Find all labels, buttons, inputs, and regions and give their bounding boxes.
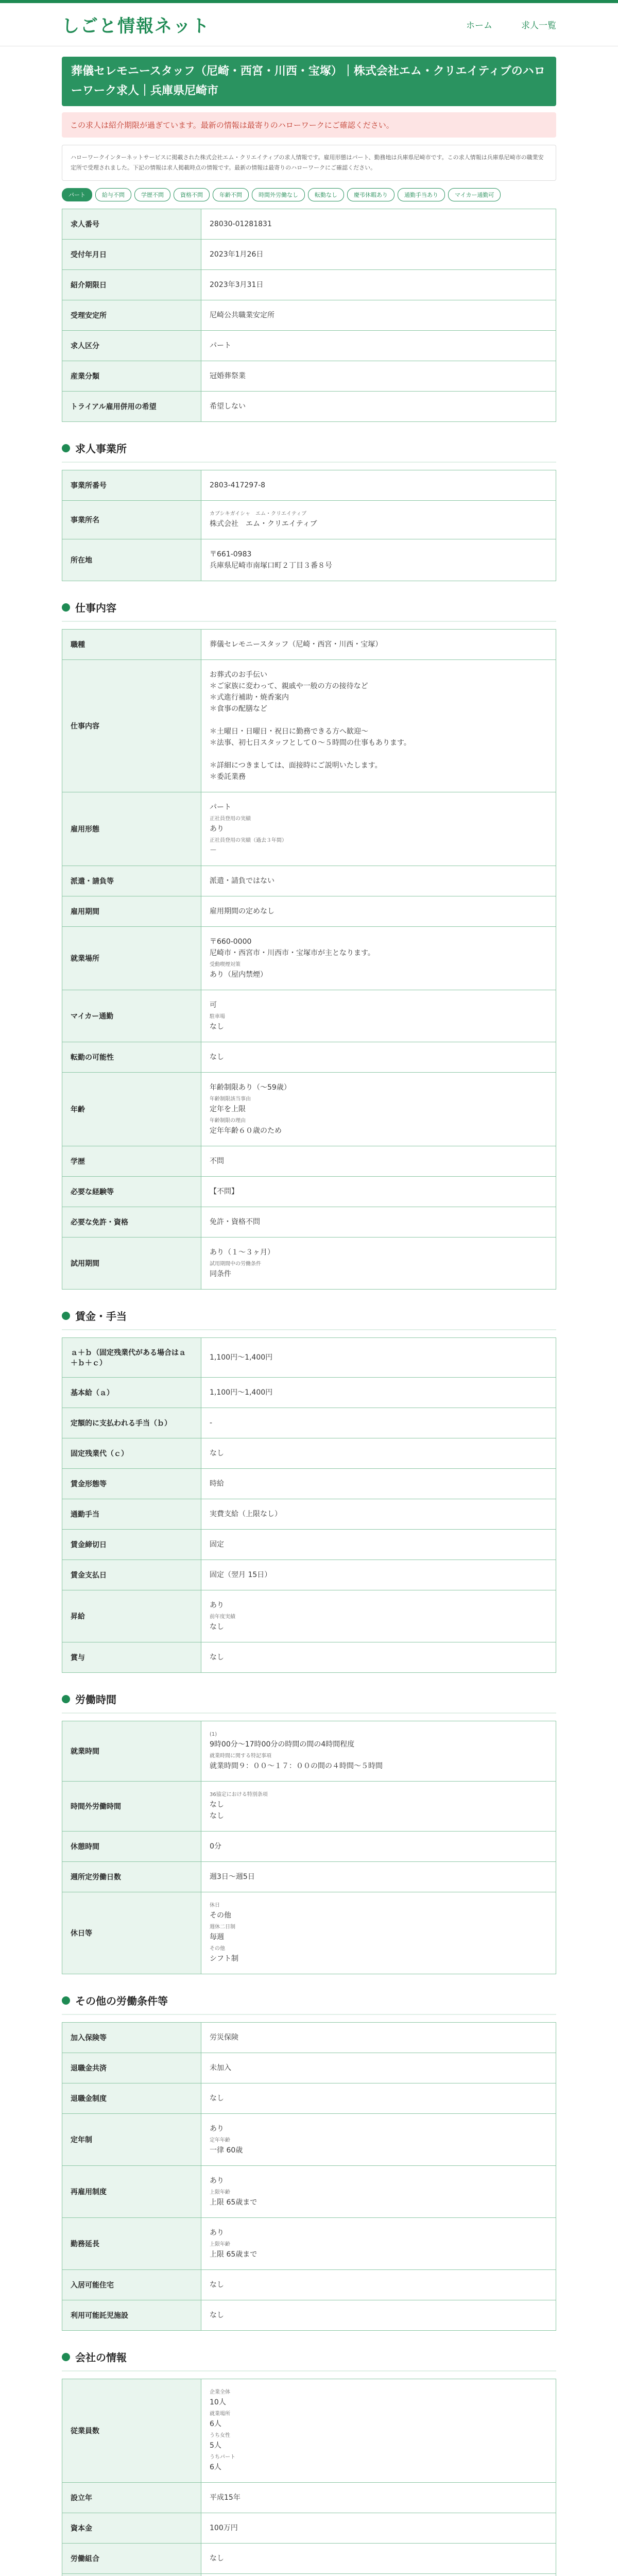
- expired-notice: この求人は紹介期限が過ぎています。最新の情報は最寄りのハローワークにご確認ください。: [62, 112, 556, 138]
- row-label: マイカー通勤: [62, 990, 201, 1042]
- row-label: 転勤の可能性: [62, 1042, 201, 1073]
- value-text: 同条件: [210, 1270, 231, 1278]
- job-title: 葬儀セレモニースタッフ（尼崎・西宮・川西・宝塚）｜株式会社エム・クリエイティブのハローワーク求人｜兵庫県尼崎市: [62, 57, 556, 106]
- section-title: 賃金・手当: [75, 1310, 127, 1323]
- row-label: 賃金締切日: [62, 1530, 201, 1560]
- row-value-cell: [201, 2053, 556, 2083]
- value-text: 就業時間９：００～１７：００の間の４時間～５時間: [210, 1762, 383, 1770]
- section-title: その他の労働条件等: [75, 1995, 168, 2007]
- table-row: [62, 1438, 556, 1469]
- row-label: 受付年月日: [62, 240, 201, 270]
- table-row: [62, 1499, 556, 1530]
- row-label: 利用可能託児施設: [62, 2300, 201, 2331]
- value-text: 1,100円〜1,400円: [210, 1388, 273, 1397]
- site-logo[interactable]: しごと情報ネット: [62, 16, 210, 37]
- bullet-icon: [62, 2353, 70, 2361]
- value-sublabel: 年齢制限の理由: [210, 1118, 246, 1124]
- value-text: 株式会社 エム・クリエイティブ: [210, 520, 317, 528]
- section-header: [62, 1986, 556, 2015]
- feature-tag[interactable]: 時間外労働なし: [252, 188, 305, 201]
- row-label: 雇用形態: [62, 792, 201, 866]
- row-value-cell: [201, 361, 556, 392]
- value-sublabel: カブシキガイシャ エム・クリエイティブ: [210, 511, 307, 517]
- table-row: [62, 1469, 556, 1499]
- value-text: 葬儀セレモニースタッフ（尼崎・西宮・川西・宝塚）: [210, 640, 383, 649]
- value-text: パート: [210, 342, 231, 350]
- value-sublabel: 企業全体: [210, 2389, 230, 2395]
- employer-section: [62, 433, 556, 581]
- nav-home-link[interactable]: ホーム: [466, 21, 492, 31]
- row-label: 休憩時間: [62, 1832, 201, 1862]
- row-value-cell: [201, 866, 556, 896]
- row-value-cell: [201, 392, 556, 422]
- row-label: 就業時間: [62, 1721, 201, 1782]
- row-value-cell: [201, 1207, 556, 1238]
- value-text: あり: [210, 2177, 224, 2185]
- bullet-icon: [62, 444, 70, 452]
- value-sublabel: 正社員登用の実績: [210, 816, 251, 822]
- row-label: 時間外労働時間: [62, 1782, 201, 1832]
- value-text: 未加入: [210, 2064, 231, 2072]
- table-row: [62, 2218, 556, 2270]
- row-label: 労働組合: [62, 2544, 201, 2574]
- table-row: [62, 2300, 556, 2331]
- table-row: [62, 1177, 556, 1207]
- table-row: [62, 1642, 556, 1673]
- main-content: [62, 46, 556, 2576]
- row-value-cell: [201, 2513, 556, 2544]
- feature-tag[interactable]: 慶弔休暇あり: [347, 188, 394, 201]
- row-label: 定年制: [62, 2114, 201, 2166]
- section-header: [62, 1684, 556, 1714]
- bullet-icon: [62, 603, 70, 612]
- value-text: 固定: [210, 1540, 224, 1549]
- value-text: 可: [210, 1001, 217, 1009]
- section-title: 労働時間: [75, 1693, 116, 1706]
- row-label: 週所定労働日数: [62, 1862, 201, 1892]
- value-text: 【不問】: [210, 1188, 238, 1196]
- row-label: 試用期間: [62, 1238, 201, 1290]
- row-value-cell: [201, 1469, 556, 1499]
- row-label: 定額的に支払われる手当（ｂ）: [62, 1408, 201, 1438]
- value-text: 実費支給（上限なし）: [210, 1510, 282, 1518]
- row-label: 休日等: [62, 1892, 201, 1974]
- table-row: [62, 1832, 556, 1862]
- wage-table: [62, 1337, 556, 1673]
- row-value-cell: [201, 660, 556, 792]
- value-text: なし: [210, 2094, 224, 2103]
- row-label: 所在地: [62, 539, 201, 581]
- row-value-cell: [201, 1892, 556, 1974]
- value-text: 1,100円〜1,400円: [210, 1353, 273, 1362]
- row-value-cell: [201, 1177, 556, 1207]
- table-row: [62, 1042, 556, 1073]
- table-row: [62, 1590, 556, 1642]
- value-text: なし: [210, 1623, 224, 1631]
- feature-tag[interactable]: 通勤手当あり: [398, 188, 445, 201]
- row-value-cell: [201, 2544, 556, 2574]
- row-value-cell: [201, 1499, 556, 1530]
- table-row: [62, 270, 556, 300]
- feature-tags: [62, 188, 556, 201]
- bullet-icon: [62, 1695, 70, 1703]
- value-text: 固定（翌月 15日）: [210, 1571, 272, 1579]
- value-sublabel: 駐車場: [210, 1014, 225, 1020]
- row-value-cell: [201, 1408, 556, 1438]
- table-row: [62, 1378, 556, 1408]
- value-sublabel: 試用期間中の労働条件: [210, 1261, 261, 1267]
- table-row: [62, 1146, 556, 1177]
- value-text: なし: [210, 2554, 224, 2563]
- row-value-cell: [201, 2574, 556, 2576]
- nav-job-list-link[interactable]: 求人一覧: [521, 21, 556, 31]
- value-sublabel: 就業時間に関する特記事項: [210, 1753, 271, 1759]
- value-text: なし: [210, 1053, 224, 1061]
- row-value-cell: [201, 792, 556, 866]
- table-row: [62, 240, 556, 270]
- row-value-cell: [201, 1073, 556, 1146]
- value-sublabel: うち女性: [210, 2433, 230, 2438]
- row-value-cell: [201, 2379, 556, 2483]
- section-title: 求人事業所: [75, 443, 127, 455]
- value-sublabel: 36協定における特別条項: [210, 1792, 268, 1798]
- table-row: [62, 1238, 556, 1290]
- value-text: その他: [210, 1911, 231, 1920]
- row-label: 資本金: [62, 2513, 201, 2544]
- row-value-cell: [201, 927, 556, 990]
- row-value-cell: [201, 2114, 556, 2166]
- row-value-cell: [201, 1530, 556, 1560]
- table-row: [62, 2483, 556, 2513]
- value-text: 派遣・請負ではない: [210, 877, 274, 885]
- row-value-cell: [201, 270, 556, 300]
- table-row: [62, 300, 556, 331]
- row-value-cell: [201, 2300, 556, 2331]
- table-row: [62, 2083, 556, 2114]
- row-value-cell: [201, 1862, 556, 1892]
- value-text: 免許・資格不問: [210, 1218, 260, 1226]
- value-sublabel: 上限年齢: [210, 2190, 230, 2195]
- value-text: あり（屋内禁煙）: [210, 971, 267, 979]
- wage-section: [62, 1301, 556, 1673]
- value-text: 2023年3月31日: [210, 281, 264, 289]
- table-row: [62, 1892, 556, 1974]
- row-label: 退職金共済: [62, 2053, 201, 2083]
- value-text: -: [210, 1419, 213, 1427]
- other-conditions-table: [62, 2022, 556, 2331]
- row-value-cell: [201, 1721, 556, 1782]
- value-text: 一律 60歳: [210, 2146, 243, 2155]
- row-label: 産業分類: [62, 361, 201, 392]
- value-text: 100万円: [210, 2524, 238, 2532]
- value-text: あり（１～３ヶ月）: [210, 1248, 274, 1257]
- value-text: 0分: [210, 1842, 221, 1851]
- row-value-cell: [201, 1238, 556, 1290]
- value-text: 10人: [210, 2398, 226, 2406]
- value-text: 定年年齢６０歳のため: [210, 1127, 282, 1135]
- section-header: [62, 433, 556, 463]
- table-row: [62, 2379, 556, 2483]
- work-section: [62, 592, 556, 1290]
- feature-tag[interactable]: パート: [62, 188, 92, 201]
- row-label: 従業員数: [62, 2379, 201, 2483]
- employer-table: [62, 470, 556, 581]
- row-value-cell: [201, 1560, 556, 1590]
- table-row: [62, 470, 556, 501]
- row-label: 雇用期間: [62, 896, 201, 927]
- table-row: [62, 927, 556, 990]
- row-label: 紹介期限日: [62, 270, 201, 300]
- row-value-cell: [201, 1642, 556, 1673]
- hours-section: [62, 1684, 556, 1974]
- value-text: なし: [210, 1449, 224, 1458]
- value-sublabel: 週休二日制: [210, 1924, 235, 1930]
- site-header: [0, 3, 618, 46]
- table-row: [62, 630, 556, 660]
- value-text: 5人: [210, 2442, 221, 2450]
- row-value-cell: [201, 1338, 556, 1378]
- feature-tag[interactable]: 転勤なし: [308, 188, 344, 201]
- row-label: 賃金支払日: [62, 1560, 201, 1590]
- row-label: 派遣・請負等: [62, 866, 201, 896]
- row-label: 受理安定所: [62, 300, 201, 331]
- table-row: [62, 866, 556, 896]
- row-label: 賃金形態等: [62, 1469, 201, 1499]
- bullet-icon: [62, 1312, 70, 1320]
- section-header: [62, 592, 556, 622]
- table-row: [62, 1530, 556, 1560]
- value-text: 28030-01281831: [210, 220, 272, 228]
- feature-tag[interactable]: 資格不問: [174, 188, 210, 201]
- table-row: [62, 990, 556, 1042]
- value-text: なし: [210, 1023, 224, 1031]
- value-sublabel: 受動喫煙対策: [210, 962, 241, 968]
- table-row: [62, 1207, 556, 1238]
- row-label: 設立年: [62, 2483, 201, 2513]
- value-text: 上限 65歳まで: [210, 2250, 258, 2259]
- value-text: －: [210, 846, 217, 855]
- row-value-cell: [201, 501, 556, 539]
- value-sublabel: 年齢制限該当事由: [210, 1096, 251, 1102]
- row-label: 仕事内容: [62, 660, 201, 792]
- row-value-cell: [201, 630, 556, 660]
- row-value-cell: [201, 1146, 556, 1177]
- work-table: [62, 629, 556, 1290]
- hours-table: [62, 1721, 556, 1974]
- table-row: [62, 539, 556, 581]
- row-label: 基本給（ａ）: [62, 1378, 201, 1408]
- row-value-cell: [201, 1590, 556, 1642]
- row-label: トライアル雇用併用の希望: [62, 392, 201, 422]
- table-row: [62, 361, 556, 392]
- company-table: [62, 2379, 556, 2576]
- row-value-cell: [201, 209, 556, 240]
- table-row: [62, 2574, 556, 2576]
- row-value-cell: [201, 1782, 556, 1832]
- table-row: [62, 2166, 556, 2218]
- feature-tag[interactable]: 年齢不問: [213, 188, 249, 201]
- row-value-cell: [201, 2483, 556, 2513]
- row-label: 就業場所: [62, 927, 201, 990]
- value-sublabel: 上限年齢: [210, 2242, 230, 2247]
- value-text: 尼崎公共職業安定所: [210, 311, 274, 319]
- table-row: [62, 392, 556, 422]
- table-row: [62, 501, 556, 539]
- value-text: なし: [210, 1653, 224, 1662]
- row-value-cell: [201, 2218, 556, 2270]
- table-row: [62, 1338, 556, 1378]
- row-value-cell: [201, 1832, 556, 1862]
- row-value-cell: [201, 2023, 556, 2053]
- table-row: [62, 660, 556, 792]
- value-text: 週3日〜週5日: [210, 1873, 255, 1881]
- value-sublabel: 休日: [210, 1903, 220, 1908]
- value-text: 9時00分〜17時00分の時間の間の4時間程度: [210, 1740, 355, 1749]
- table-row: [62, 1560, 556, 1590]
- value-text: お葬式のお手伝い ＊ご家族に変わって、親戚や一般の方の接待など ＊式進行補助・焼香案内 ＊食事の配膳など ＊土曜日・日曜日・祝日に勤務できる方へ歓迎～ ＊法事、初七日スタッフとして０～５時間の仕事もあります。 ＊詳細につきましては、面接時にご説明いたします。 ＊委託業務: [210, 671, 411, 781]
- row-value-cell: [201, 1378, 556, 1408]
- value-sublabel: うちパート: [210, 2454, 235, 2460]
- value-sublabel: 定年年齢: [210, 2138, 230, 2143]
- table-row: [62, 1862, 556, 1892]
- row-value-cell: [201, 331, 556, 361]
- value-text: あり: [210, 825, 224, 833]
- table-row: [62, 1408, 556, 1438]
- value-text: 上限 65歳まで: [210, 2198, 258, 2207]
- table-row: [62, 792, 556, 866]
- value-text: 〒661-0983 兵庫県尼崎市南塚口町２丁目３番８号: [210, 550, 332, 570]
- section-header: [62, 2342, 556, 2371]
- row-value-cell: [201, 1042, 556, 1073]
- row-label: 固定残業代（ｃ）: [62, 1438, 201, 1469]
- value-text: 労災保険: [210, 2033, 238, 2042]
- table-row: [62, 209, 556, 240]
- row-label: 通勤手当: [62, 1499, 201, 1530]
- section-header: [62, 1301, 556, 1330]
- table-row: [62, 2023, 556, 2053]
- table-row: [62, 896, 556, 927]
- table-row: [62, 2544, 556, 2574]
- table-row: [62, 2053, 556, 2083]
- row-value-cell: [201, 2270, 556, 2300]
- row-label: 事業所番号: [62, 470, 201, 501]
- row-label: 年齢: [62, 1073, 201, 1146]
- table-row: [62, 331, 556, 361]
- value-sublabel: その他: [210, 1946, 225, 1952]
- value-text: あり: [210, 2125, 224, 2133]
- row-value-cell: [201, 990, 556, 1042]
- value-text: 毎週: [210, 1933, 224, 1941]
- row-label: 事業所名: [62, 501, 201, 539]
- job-description: ハローワークインターネットサービスに掲載された株式会社エム・クリエイティブの求人情報です。雇用形態はパート、勤務地は兵庫県尼崎市です。この求人情報は兵庫県尼崎市の職業安定所で受理されました。下記の情報は求人掲載時点の情報です。最新の情報は最寄りのハローワークにご確認ください。: [62, 145, 556, 181]
- section-title: 仕事内容: [75, 602, 116, 614]
- value-sublabel: (1): [210, 1732, 217, 1737]
- row-label: 求人番号: [62, 209, 201, 240]
- row-value-cell: [201, 2083, 556, 2114]
- table-row: [62, 2114, 556, 2166]
- value-text: 希望しない: [210, 402, 246, 411]
- feature-tag[interactable]: 給与不問: [95, 188, 131, 201]
- main-nav: [466, 18, 556, 31]
- value-text: なし: [210, 2281, 224, 2289]
- value-text: 6人: [210, 2420, 221, 2428]
- row-value-cell: [201, 470, 556, 501]
- feature-tag[interactable]: マイカー通勤可: [448, 188, 501, 201]
- row-label: ａ＋ｂ（固定残業代がある場合はａ＋ｂ＋ｃ）: [62, 1338, 201, 1378]
- value-text: あり: [210, 2229, 224, 2237]
- table-row: [62, 1782, 556, 1832]
- row-value-cell: [201, 1438, 556, 1469]
- row-label: 勤務延長: [62, 2218, 201, 2270]
- row-label: 学歴: [62, 1146, 201, 1177]
- basic-info-table: [62, 209, 556, 422]
- company-section: [62, 2342, 556, 2576]
- row-label: 加入保険等: [62, 2023, 201, 2053]
- bullet-icon: [62, 1996, 70, 2005]
- row-label: 必要な免許・資格: [62, 1207, 201, 1238]
- row-label: 賞与: [62, 1642, 201, 1673]
- row-value-cell: [201, 896, 556, 927]
- row-value-cell: [201, 539, 556, 581]
- row-value-cell: [201, 240, 556, 270]
- row-label: 昇給: [62, 1590, 201, 1642]
- value-text: 時給: [210, 1480, 224, 1488]
- value-sublabel: 正社員登用の実績（過去３年間）: [210, 838, 287, 843]
- value-text: 〒660-0000 尼崎市・西宮市・川西市・宝塚市が主となります。: [210, 938, 375, 957]
- table-row: [62, 1721, 556, 1782]
- value-text: 冠婚葬祭業: [210, 372, 246, 380]
- value-text: なし: [210, 2311, 224, 2319]
- value-text: 不問: [210, 1157, 224, 1165]
- value-text: 年齢制限あり（～59歳）: [210, 1083, 291, 1092]
- value-text: パート: [210, 803, 231, 811]
- feature-tag[interactable]: 学歴不問: [134, 188, 170, 201]
- other-conditions-section: [62, 1986, 556, 2331]
- value-text: あり: [210, 1601, 224, 1609]
- row-label: [62, 2574, 201, 2576]
- value-text: 6人: [210, 2463, 221, 2471]
- table-row: [62, 2270, 556, 2300]
- table-row: [62, 1073, 556, 1146]
- value-text: なし: [210, 1812, 224, 1820]
- row-value-cell: [201, 2166, 556, 2218]
- row-value-cell: [201, 300, 556, 331]
- value-text: 定年を上限: [210, 1105, 246, 1113]
- row-label: 再雇用制度: [62, 2166, 201, 2218]
- value-text: 2803-417297-8: [210, 481, 266, 489]
- value-text: 2023年1月26日: [210, 250, 264, 259]
- value-sublabel: 前年度実績: [210, 1614, 235, 1620]
- row-label: 求人区分: [62, 331, 201, 361]
- value-sublabel: 就業場所: [210, 2411, 230, 2417]
- value-text: 雇用期間の定めなし: [210, 907, 274, 916]
- value-text: 平成15年: [210, 2494, 241, 2502]
- row-label: 退職金制度: [62, 2083, 201, 2114]
- section-title: 会社の情報: [75, 2351, 127, 2364]
- value-text: なし: [210, 1801, 224, 1809]
- table-row: [62, 2513, 556, 2544]
- row-label: 入居可能住宅: [62, 2270, 201, 2300]
- value-text: シフト制: [210, 1955, 238, 1963]
- row-label: 職種: [62, 630, 201, 660]
- row-label: 必要な経験等: [62, 1177, 201, 1207]
